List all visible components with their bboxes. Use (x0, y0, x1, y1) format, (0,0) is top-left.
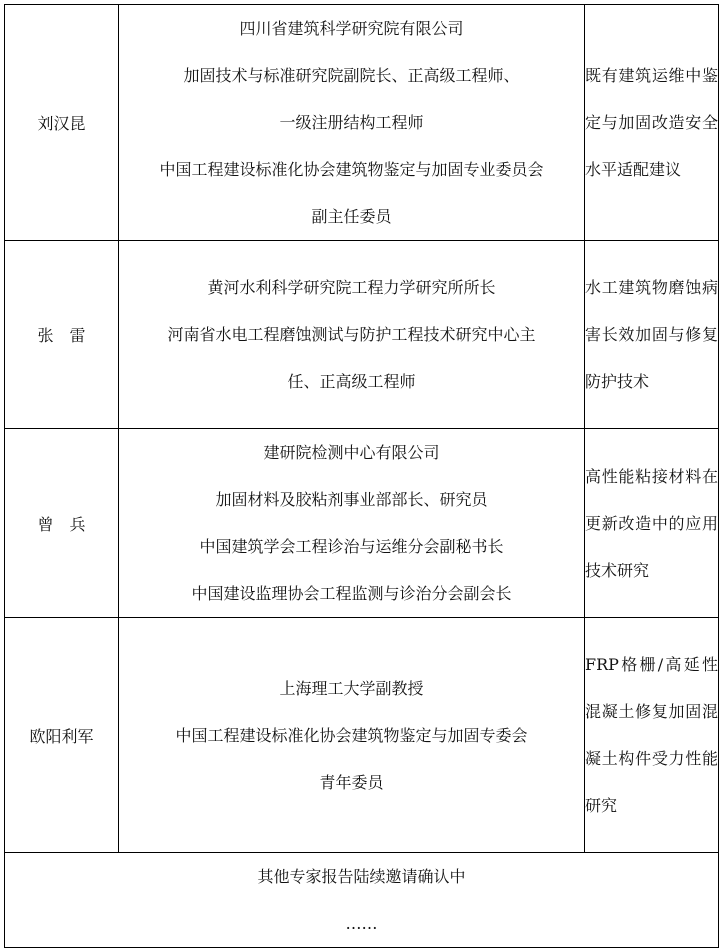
table-row (5, 5, 719, 241)
table-row-footer (5, 853, 719, 948)
affiliation-line: 建研院检测中心有限公司 (263, 443, 440, 462)
expert-affiliation (119, 241, 585, 429)
affiliation-line: 任、正高级工程师 (287, 372, 416, 391)
affiliation-line: 中国工程建设标准化协会建筑物鉴定与加固专业委员会 (159, 160, 544, 179)
expert-affiliation (119, 5, 585, 241)
expert-name: 曾 兵 (5, 429, 119, 618)
expert-name: 欧阳利军 (5, 618, 119, 853)
report-topic-text: 水工建筑物磨蚀病害长效加固与修复防护技术 (585, 278, 718, 391)
report-topic (585, 5, 719, 241)
affiliation-line: 中国建设监理协会工程监测与诊治分会副会长 (191, 584, 512, 603)
expert-name: 刘汉昆 (5, 5, 119, 241)
report-topic (585, 429, 719, 618)
affiliation-line: 河南省水电工程磨蚀测试与防护工程技术研究中心主 (167, 325, 536, 344)
table-row (5, 618, 719, 853)
report-topic (585, 241, 719, 429)
table-row (5, 241, 719, 429)
report-topic-text: 既有建筑运维中鉴定与加固改造安全水平适配建议 (585, 66, 718, 179)
affiliation-line: 青年委员 (319, 772, 384, 792)
affiliation-line: 副主任委员 (311, 207, 392, 226)
expert-name: 张 雷 (5, 241, 119, 429)
affiliation-line: 黄河水利科学研究院工程力学研究所所长 (207, 278, 496, 297)
affiliation-line: 一级注册结构工程师 (279, 113, 424, 132)
affiliation-line: 中国建筑学会工程诊治与运维分会副秘书长 (199, 537, 504, 556)
footer-ellipsis: …… (345, 914, 378, 933)
expert-schedule-table (4, 4, 719, 948)
table-row (5, 429, 719, 618)
expert-affiliation (119, 618, 585, 853)
affiliation-line: 中国工程建设标准化协会建筑物鉴定与加固专委会 (175, 725, 528, 745)
affiliation-line: 加固材料及胶粘剂事业部部长、研究员 (215, 490, 488, 509)
affiliation-line: 加固技术与标准研究院副院长、正高级工程师、 (183, 66, 520, 85)
report-topic-text: 高性能粘接材料在更新改造中的应用技术研究 (585, 466, 718, 580)
expert-affiliation (119, 429, 585, 618)
affiliation-line: 上海理工大学副教授 (279, 678, 424, 698)
affiliation-line: 四川省建筑科学研究院有限公司 (239, 19, 464, 38)
footer-note (5, 853, 719, 948)
footer-note-line: 其他专家报告陆续邀请确认中 (257, 867, 466, 886)
report-topic (585, 618, 719, 853)
report-topic-text: FRP格栅/高延性混凝土修复加固混凝土构件受力性能研究 (585, 655, 718, 815)
